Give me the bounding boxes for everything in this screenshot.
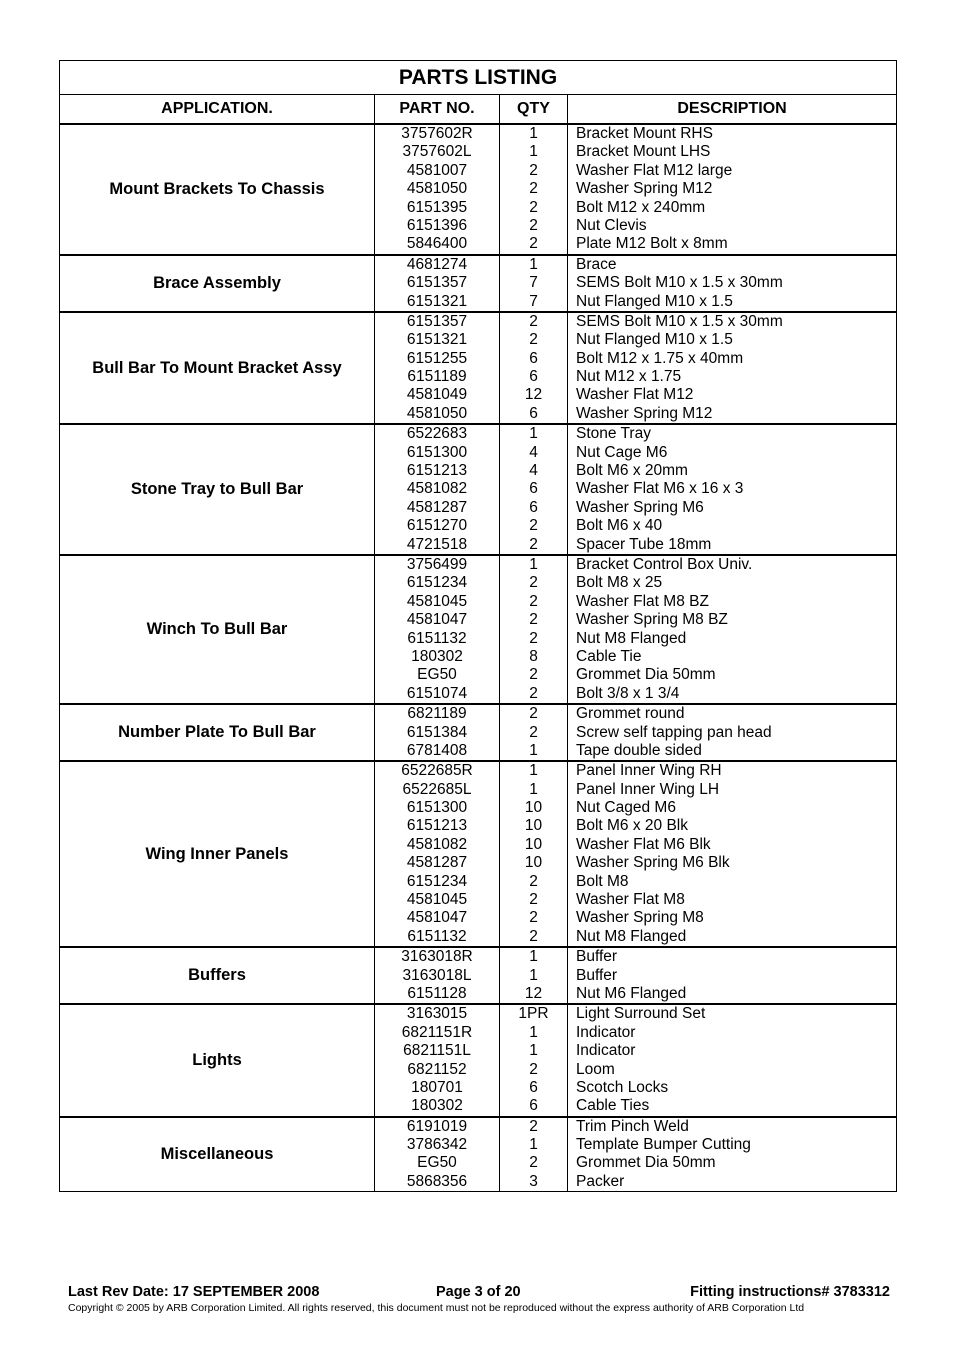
header-qty: QTY xyxy=(500,95,568,125)
part-number: 6821151R xyxy=(401,1023,473,1041)
part-number: 5846400 xyxy=(406,235,468,253)
application-cell: Stone Tray to Bull Bar xyxy=(60,424,375,555)
part-number: 6151321 xyxy=(406,292,468,310)
part-number: 6151213 xyxy=(406,462,468,480)
description: Bolt M12 x 240mm xyxy=(576,198,706,216)
parts-listing-sheet xyxy=(59,60,896,1192)
quantity: 2 xyxy=(529,891,538,909)
description: Stone Tray xyxy=(576,425,651,443)
description-cell xyxy=(568,555,897,704)
description: Nut Flanged M10 x 1.5 xyxy=(576,331,733,349)
part-number: 4721518 xyxy=(406,535,468,553)
part-number: 6151357 xyxy=(406,312,468,330)
application-cell: Winch To Bull Bar xyxy=(60,555,375,704)
description: Spacer Tube 18mm xyxy=(576,535,712,553)
quantity: 2 xyxy=(529,235,538,253)
description: Tape double sided xyxy=(576,741,702,759)
description: Brace xyxy=(576,255,617,273)
quantity: 6 xyxy=(529,404,538,422)
description-cell xyxy=(568,1117,897,1192)
part-number: 4681274 xyxy=(406,255,468,273)
last-rev-date: Last Rev Date: 17 SEPTEMBER 2008 xyxy=(68,1284,320,1300)
description: Washer Spring M8 xyxy=(576,909,704,927)
part-number: 6821189 xyxy=(407,705,467,723)
description: Grommet Dia 50mm xyxy=(576,1154,716,1172)
description: Cable Tie xyxy=(576,647,642,665)
application-cell: Lights xyxy=(60,1004,375,1116)
description: Washer Spring M6 Blk xyxy=(576,854,730,872)
quantity: 2 xyxy=(529,723,538,741)
description: Nut M12 x 1.75 xyxy=(576,368,682,386)
header-part-no: PART NO. xyxy=(375,95,500,125)
application-cell: Brace Assembly xyxy=(60,255,375,312)
description: Light Surround Set xyxy=(576,1005,706,1023)
description-cell xyxy=(568,1004,897,1116)
application-cell: Bull Bar To Mount Bracket Assy xyxy=(60,312,375,424)
part-number: 6151384 xyxy=(406,723,468,741)
part-number: 3163018L xyxy=(402,966,472,984)
quantity: 4 xyxy=(529,443,538,461)
quantity: 2 xyxy=(529,198,538,216)
quantity: 2 xyxy=(529,872,538,890)
part-number: 3786342 xyxy=(406,1136,468,1154)
quantity: 2 xyxy=(529,1154,538,1172)
application-cell: Miscellaneous xyxy=(60,1117,375,1192)
quantity: 1 xyxy=(529,780,538,798)
quantity: 2 xyxy=(529,312,538,330)
quantity: 6 xyxy=(529,1097,538,1115)
description: Grommet round xyxy=(576,705,685,723)
quantity-cell xyxy=(500,555,568,704)
quantity-cell xyxy=(500,761,568,947)
description: Washer Flat M6 x 16 x 3 xyxy=(576,480,744,498)
quantity: 10 xyxy=(524,854,543,872)
part-number: 6151074 xyxy=(406,684,468,702)
description-cell xyxy=(568,124,897,255)
part-number: 6522685R xyxy=(401,762,473,780)
description: Washer Spring M12 xyxy=(576,404,713,422)
description: Washer Flat M12 xyxy=(576,386,694,404)
quantity: 12 xyxy=(524,984,543,1002)
quantity: 2 xyxy=(529,535,538,553)
quantity: 1 xyxy=(529,143,538,161)
description-cell xyxy=(568,947,897,1004)
quantity: 2 xyxy=(529,331,538,349)
quantity: 2 xyxy=(529,1060,538,1078)
part-number: 180302 xyxy=(411,647,463,665)
quantity: 1 xyxy=(529,948,538,966)
part-number: 6151213 xyxy=(406,817,468,835)
quantity: 4 xyxy=(529,462,538,480)
page-number: Page 3 of 20 xyxy=(436,1284,521,1300)
part-number: 6821152 xyxy=(407,1060,467,1078)
part-number: 4581050 xyxy=(406,404,468,422)
copyright-notice: Copyright © 2005 by ARB Corporation Limited. All rights reserved, this document must not be reproduced without the express authority of ARB Corporation Ltd xyxy=(68,1302,805,1314)
quantity: 1 xyxy=(529,1023,538,1041)
part-number-cell xyxy=(375,555,500,704)
description: Nut Clevis xyxy=(576,216,647,234)
parts-group-row xyxy=(60,255,897,312)
quantity-cell xyxy=(500,255,568,312)
part-number: 6821151L xyxy=(403,1042,471,1060)
description: Cable Ties xyxy=(576,1097,650,1115)
quantity: 1 xyxy=(529,762,538,780)
parts-group-row xyxy=(60,761,897,947)
description: Nut M8 Flanged xyxy=(576,927,687,945)
part-number-cell xyxy=(375,124,500,255)
quantity-cell xyxy=(500,124,568,255)
description: Bolt M8 x 25 xyxy=(576,574,663,592)
part-number: 4581287 xyxy=(406,854,468,872)
quantity-cell xyxy=(500,1117,568,1192)
description: Bolt M12 x 1.75 x 40mm xyxy=(576,349,744,367)
quantity: 6 xyxy=(529,498,538,516)
part-number-cell xyxy=(375,761,500,947)
footer-main-line xyxy=(68,1284,890,1302)
quantity: 1PR xyxy=(518,1005,549,1023)
part-number: 6522685L xyxy=(402,780,472,798)
description: Packer xyxy=(576,1172,625,1190)
quantity-cell xyxy=(500,704,568,761)
part-number-cell xyxy=(375,255,500,312)
part-number: 3163018R xyxy=(401,948,473,966)
parts-table xyxy=(59,60,897,1192)
quantity: 6 xyxy=(529,1078,538,1096)
part-number: 6151300 xyxy=(406,443,468,461)
description: Trim Pinch Weld xyxy=(576,1117,689,1135)
application-cell: Wing Inner Panels xyxy=(60,761,375,947)
quantity: 1 xyxy=(529,1136,538,1154)
quantity: 10 xyxy=(524,817,543,835)
application-cell: Mount Brackets To Chassis xyxy=(60,124,375,255)
quantity: 1 xyxy=(529,425,538,443)
part-number: 4581050 xyxy=(406,180,468,198)
description-cell xyxy=(568,312,897,424)
parts-group-row xyxy=(60,124,897,255)
description: Buffer xyxy=(576,966,618,984)
quantity: 2 xyxy=(529,927,538,945)
quantity: 1 xyxy=(529,125,538,142)
part-number: 6781408 xyxy=(406,741,468,759)
part-number: 6522683 xyxy=(406,425,468,443)
parts-group-row xyxy=(60,1117,897,1192)
description: Indicator xyxy=(576,1042,636,1060)
description: Washer Flat M8 xyxy=(576,891,685,909)
description: SEMS Bolt M10 x 1.5 x 30mm xyxy=(576,312,783,330)
quantity: 6 xyxy=(529,349,538,367)
part-number: 6151234 xyxy=(406,872,468,890)
parts-group-row xyxy=(60,424,897,555)
description: Nut Flanged M10 x 1.5 xyxy=(576,292,733,310)
part-number: 5868356 xyxy=(406,1172,468,1190)
application-cell: Buffers xyxy=(60,947,375,1004)
description: Bracket Mount LHS xyxy=(576,143,711,161)
part-number: 4581082 xyxy=(406,480,468,498)
description: Nut Cage M6 xyxy=(576,443,668,461)
description: Template Bumper Cutting xyxy=(576,1136,751,1154)
part-number: 6151255 xyxy=(406,349,468,367)
part-number: 6151189 xyxy=(407,368,467,386)
part-number: 3757602L xyxy=(402,143,472,161)
description: SEMS Bolt M10 x 1.5 x 30mm xyxy=(576,274,783,292)
quantity: 8 xyxy=(529,647,538,665)
part-number: 6151132 xyxy=(407,927,467,945)
description: Panel Inner Wing LH xyxy=(576,780,720,798)
part-number: 6151321 xyxy=(406,331,468,349)
quantity: 7 xyxy=(529,274,538,292)
part-number: 6151132 xyxy=(407,629,467,647)
part-number: 6151128 xyxy=(407,984,467,1002)
description: Washer Spring M6 xyxy=(576,498,704,516)
part-number: 4581045 xyxy=(406,891,468,909)
header-application: APPLICATION. xyxy=(60,95,375,125)
description: Nut M6 Flanged xyxy=(576,984,687,1002)
part-number: 6151300 xyxy=(406,799,468,817)
page-footer xyxy=(68,1284,890,1314)
quantity: 2 xyxy=(529,611,538,629)
part-number: 4581082 xyxy=(406,835,468,853)
quantity: 2 xyxy=(529,705,538,723)
description: Scotch Locks xyxy=(576,1078,669,1096)
part-number: 180302 xyxy=(411,1097,463,1115)
description-cell xyxy=(568,424,897,555)
quantity: 1 xyxy=(529,555,538,573)
description: Nut M8 Flanged xyxy=(576,629,687,647)
quantity: 2 xyxy=(529,180,538,198)
part-number: 6191019 xyxy=(406,1117,468,1135)
description: Washer Flat M8 BZ xyxy=(576,592,709,610)
quantity-cell xyxy=(500,1004,568,1116)
description: Indicator xyxy=(576,1023,636,1041)
description: Bolt 3/8 x 1 3/4 xyxy=(576,684,680,702)
quantity-cell xyxy=(500,947,568,1004)
quantity-cell xyxy=(500,312,568,424)
description: Grommet Dia 50mm xyxy=(576,666,716,684)
quantity: 12 xyxy=(524,386,543,404)
quantity: 2 xyxy=(529,1117,538,1135)
application-cell: Number Plate To Bull Bar xyxy=(60,704,375,761)
quantity: 2 xyxy=(529,517,538,535)
part-number: 4581047 xyxy=(406,909,468,927)
quantity: 2 xyxy=(529,161,538,179)
part-number: EG50 xyxy=(417,666,457,684)
quantity: 2 xyxy=(529,592,538,610)
description: Panel Inner Wing RH xyxy=(576,762,722,780)
parts-group-row xyxy=(60,312,897,424)
quantity: 6 xyxy=(529,480,538,498)
part-number-cell xyxy=(375,947,500,1004)
part-number: 180701 xyxy=(411,1078,463,1096)
description: Washer Flat M6 Blk xyxy=(576,835,711,853)
quantity: 2 xyxy=(529,666,538,684)
part-number: 4581007 xyxy=(406,161,468,179)
description: Loom xyxy=(576,1060,615,1078)
quantity: 7 xyxy=(529,292,538,310)
quantity: 2 xyxy=(529,629,538,647)
quantity: 1 xyxy=(529,966,538,984)
part-number: 3756499 xyxy=(406,555,468,573)
quantity: 2 xyxy=(529,216,538,234)
description: Bolt M6 x 20mm xyxy=(576,462,688,480)
description: Washer Spring M12 xyxy=(576,180,713,198)
quantity: 1 xyxy=(529,1042,538,1060)
part-number-cell xyxy=(375,312,500,424)
header-description: DESCRIPTION xyxy=(568,95,897,125)
description: Nut Caged M6 xyxy=(576,799,676,817)
quantity: 2 xyxy=(529,574,538,592)
description: Buffer xyxy=(576,948,618,966)
description: Bolt M8 xyxy=(576,872,629,890)
description: Washer Spring M8 BZ xyxy=(576,611,728,629)
part-number: 6151270 xyxy=(406,517,468,535)
description-cell xyxy=(568,704,897,761)
quantity: 1 xyxy=(529,741,538,759)
part-number: 6151395 xyxy=(406,198,468,216)
quantity: 6 xyxy=(529,368,538,386)
part-number-cell xyxy=(375,1117,500,1192)
description-cell xyxy=(568,761,897,947)
parts-group-row xyxy=(60,704,897,761)
quantity-cell xyxy=(500,424,568,555)
part-number: 3163015 xyxy=(406,1005,468,1023)
description: Bracket Control Box Univ. xyxy=(576,555,753,573)
description: Washer Flat M12 large xyxy=(576,161,733,179)
parts-group-row xyxy=(60,1004,897,1116)
description: Bolt M6 x 20 Blk xyxy=(576,817,688,835)
parts-group-row xyxy=(60,947,897,1004)
part-number-cell xyxy=(375,704,500,761)
fitting-instructions-number: Fitting instructions# 3783312 xyxy=(690,1284,890,1300)
description: Bolt M6 x 40 xyxy=(576,517,663,535)
part-number: 4581047 xyxy=(406,611,468,629)
quantity: 3 xyxy=(529,1172,538,1190)
description: Screw self tapping pan head xyxy=(576,723,772,741)
quantity: 2 xyxy=(529,684,538,702)
part-number: 6151357 xyxy=(406,274,468,292)
part-number: EG50 xyxy=(417,1154,457,1172)
part-number: 4581045 xyxy=(406,592,468,610)
parts-group-row xyxy=(60,555,897,704)
description: Bracket Mount RHS xyxy=(576,125,713,142)
description-cell xyxy=(568,255,897,312)
parts-table-body xyxy=(60,124,897,1192)
part-number: 6151396 xyxy=(406,216,468,234)
part-number: 3757602R xyxy=(401,125,473,142)
part-number-cell xyxy=(375,1004,500,1116)
part-number: 6151234 xyxy=(406,574,468,592)
quantity: 1 xyxy=(529,255,538,273)
description: Plate M12 Bolt x 8mm xyxy=(576,235,728,253)
part-number: 4581049 xyxy=(406,386,468,404)
part-number-cell xyxy=(375,424,500,555)
quantity: 10 xyxy=(524,835,543,853)
part-number: 4581287 xyxy=(406,498,468,516)
quantity: 10 xyxy=(524,799,543,817)
table-title: PARTS LISTING xyxy=(60,61,897,95)
quantity: 2 xyxy=(529,909,538,927)
